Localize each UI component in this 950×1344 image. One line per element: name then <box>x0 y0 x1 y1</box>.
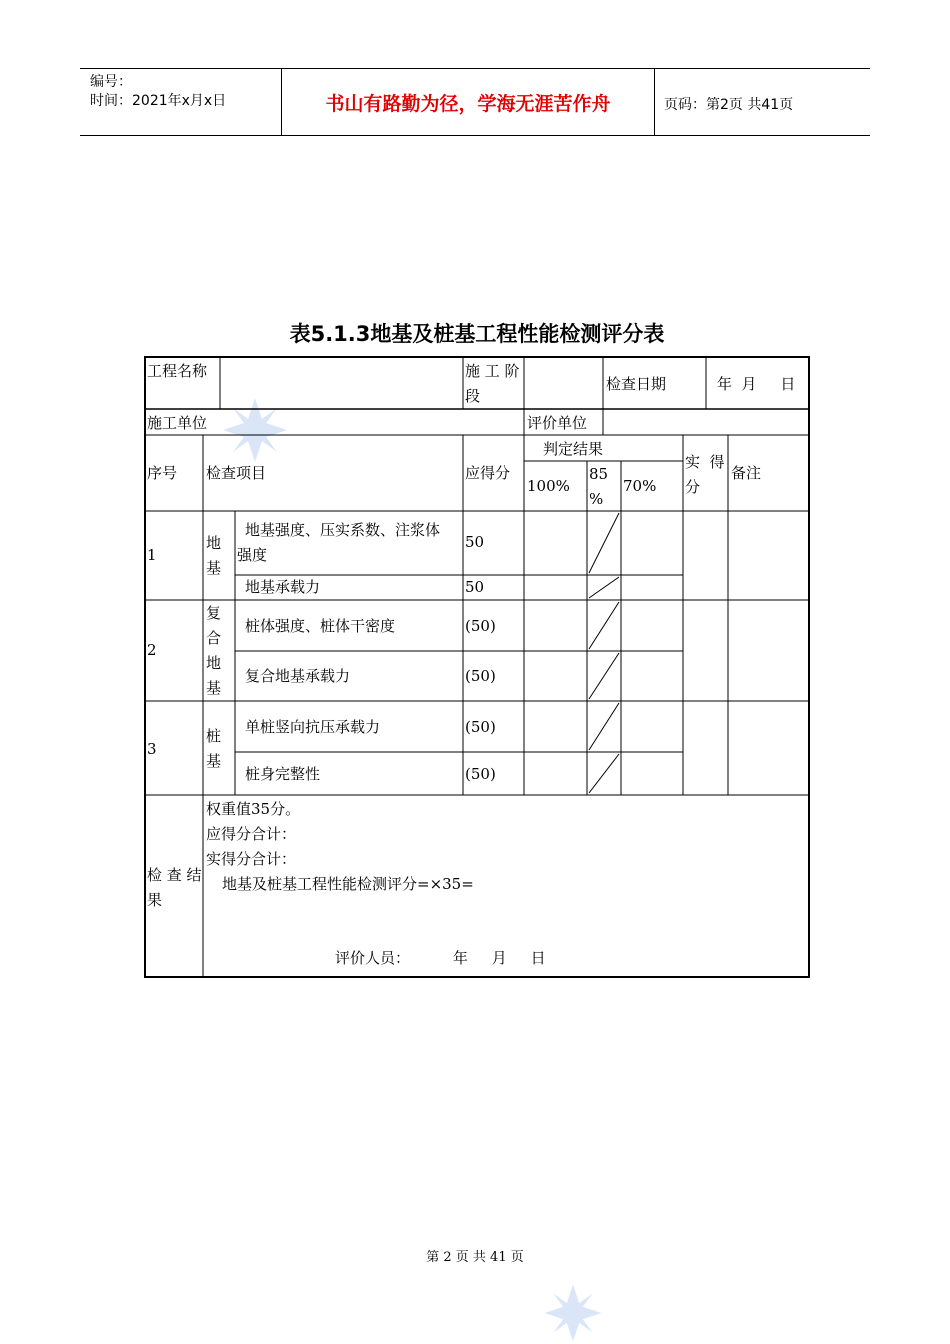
result-label-cont: 果 <box>147 891 163 909</box>
signature-line: 评价人员： 年 月 日 <box>335 949 546 967</box>
date-label: 时间：2021年x月x日 <box>90 93 227 109</box>
row-1-group-cont: 基 <box>206 559 222 577</box>
row-2-group-cont-3: 基 <box>206 679 222 697</box>
row-2-score-1: (50) <box>465 617 496 635</box>
formula-line: 地基及桩基工程性能检测评分=×35= <box>222 875 474 893</box>
row-3-no: 3 <box>147 740 157 758</box>
stage-label-cont: 段 <box>465 387 481 405</box>
row-2-item-2: 复合地基承载力 <box>245 667 351 685</box>
serial-label: 编号： <box>90 74 132 90</box>
row-1-score-2: 50 <box>465 578 485 596</box>
date-blank: 年 月 日 <box>717 375 796 393</box>
col-70-header: 70% <box>623 477 657 495</box>
page-info: 页码：第2页 共41页 <box>664 97 794 113</box>
weight-line: 权重值35分。 <box>206 800 301 818</box>
project-name-label: 工程名称 <box>147 362 208 380</box>
row-1-item-1: 地基强度、压实系数、注浆体 <box>245 521 441 539</box>
row-2-no: 2 <box>147 641 157 659</box>
row-1-no: 1 <box>147 546 157 564</box>
actual-total-line: 实得分合计： <box>206 850 297 868</box>
row-3-score-1: (50) <box>465 718 496 736</box>
row-1-item-1-cont: 强度 <box>237 546 268 564</box>
row-2-score-2: (50) <box>465 667 496 685</box>
row-3-item-1: 单桩竖向抗压承载力 <box>245 718 381 736</box>
row-3-item-2: 桩身完整性 <box>245 765 321 783</box>
col-actual-header-cont: 分 <box>685 478 701 496</box>
evaluator-label: 评价单位 <box>527 414 588 432</box>
due-total-line: 应得分合计： <box>206 825 297 843</box>
col-85-header: 85 <box>589 465 609 483</box>
row-1-score-1: 50 <box>465 533 485 551</box>
check-date-label: 检查日期 <box>606 375 667 393</box>
col-100-header: 100% <box>527 477 570 495</box>
row-1-item-2: 地基承载力 <box>245 578 321 596</box>
col-85-header-cont: % <box>589 490 604 508</box>
row-2-group: 复 <box>206 604 222 622</box>
row-2-group-cont-1: 合 <box>206 629 222 647</box>
page-title: 表5.1.3地基及桩基工程性能检测评分表 <box>289 322 665 346</box>
row-2-item-1: 桩体强度、桩体干密度 <box>245 617 396 635</box>
contractor-label: 施工单位 <box>147 414 208 432</box>
col-score-header: 应得分 <box>465 464 511 482</box>
row-3-group: 桩 <box>206 727 222 745</box>
stage-label: 施 工 阶 <box>465 362 520 380</box>
result-label: 检 查 结 <box>147 866 202 884</box>
motto: 书山有路勤为径，学海无涯苦作舟 <box>325 92 611 115</box>
col-result-header: 判定结果 <box>543 440 604 458</box>
row-3-group-cont: 基 <box>206 752 222 770</box>
col-remark-header: 备注 <box>731 464 762 482</box>
col-actual-header: 实 得 <box>685 453 725 471</box>
col-item-header: 检查项目 <box>206 464 267 482</box>
page-footer: 第 2 页 共 41 页 <box>426 1250 524 1265</box>
row-1-group: 地 <box>206 534 222 552</box>
row-3-score-2: (50) <box>465 765 496 783</box>
row-2-group-cont-2: 地 <box>206 654 222 672</box>
col-no-header: 序号 <box>147 464 178 482</box>
